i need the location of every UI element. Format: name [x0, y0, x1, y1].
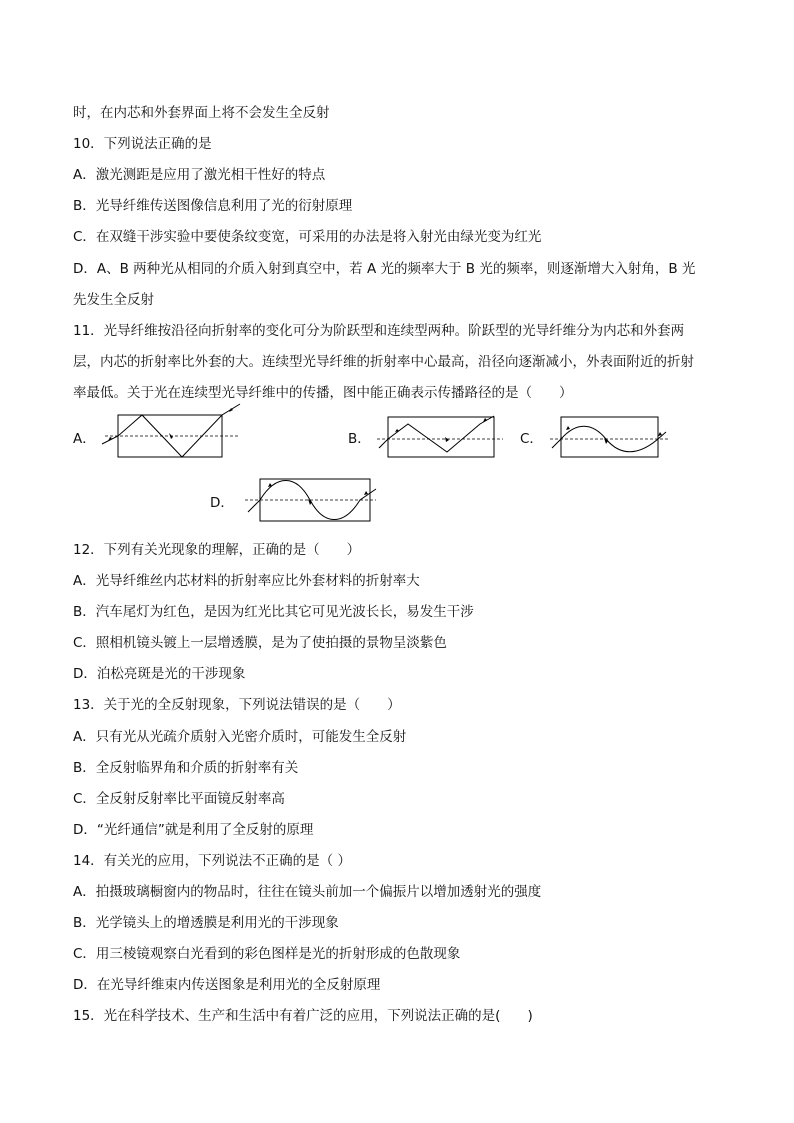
question-15-stem: 15．光在科学技术、生产和生活中有着广泛的应用，下列说法正确的是( ): [73, 1008, 533, 1024]
q12-option-b: B．汽车尾灯为红色，是因为红光比其它可见光波长长，易发生干涉: [73, 604, 474, 620]
q12-option-c: C．照相机镜头镀上一层增透膜，是为了使拍摄的景物呈淡紫色: [73, 635, 447, 651]
question-12-stem: 12．下列有关光现象的理解，正确的是（ ）: [73, 542, 361, 558]
q13-option-b: B．全反射临界角和介质的折射率有关: [73, 760, 299, 776]
question-13-stem: 13．关于光的全反射现象，下列说法错误的是（ ）: [73, 697, 401, 713]
figure-option-b-label: B．: [348, 431, 371, 447]
q13-option-a: A．只有光从光疏介质射入光密介质时，可能发生全反射: [73, 729, 407, 745]
q10-option-b: B．光导纤维传送图像信息利用了光的衍射原理: [73, 198, 353, 214]
figure-option-c-label: C．: [520, 431, 543, 447]
question-10-stem: 10．下列说法正确的是: [73, 136, 212, 152]
question-11-stem-cont2: 率最低。关于光在连续型光导纤维中的传播，图中能正确表示传播路径的是（ ）: [73, 385, 573, 401]
question-11-stem: 11．光导纤维按沿径向折射率的变化可分为阶跃型和连续型两种。阶跃型的光导纤维分为内芯和外套两: [73, 323, 685, 339]
text-line: 时，在内芯和外套界面上将不会发生全反射: [73, 105, 330, 121]
q12-option-a: A．光导纤维丝内芯材料的折射率应比外套材料的折射率大: [73, 573, 420, 589]
q10-option-d: D．A、B 两种光从相同的介质入射到真空中，若 A 光的频率大于 B 光的频率，则逐渐增大入射角，B 光: [73, 261, 696, 277]
q10-option-d-cont: 先发生全反射: [73, 292, 154, 308]
figure-option-c: [548, 414, 673, 464]
q10-option-c: C．在双缝干涉实验中要使条纹变宽，可采用的办法是将入射光由绿光变为红光: [73, 229, 542, 245]
q10-option-a: A．激光测距是应用了激光相干性好的特点: [73, 167, 326, 183]
figure-option-b: [375, 414, 505, 464]
figure-option-a: [100, 410, 250, 466]
q14-option-b: B．光学镜头上的增透膜是利用光的干涉现象: [73, 915, 339, 931]
figure-option-d: [240, 474, 380, 530]
q14-option-d: D．在光导纤维束内传送图象是利用光的全反射原理: [73, 977, 381, 993]
q13-option-d: D．“光纤通信”就是利用了全反射的原理: [73, 822, 314, 838]
question-11-stem-cont: 层，内芯的折射率比外套的大。连续型光导纤维的折射率中心最高，沿径向逐渐减小，外表面附近的折射: [73, 354, 694, 370]
figure-option-a-label: A．: [73, 431, 96, 447]
figure-option-d-label: D．: [210, 495, 234, 511]
q13-option-c: C．全反射反射率比平面镜反射率高: [73, 791, 285, 807]
question-14-stem: 14．有关光的应用，下列说法不正确的是（ ）: [73, 853, 351, 869]
q12-option-d: D．泊松亮斑是光的干涉现象: [73, 666, 246, 682]
q14-option-c: C．用三棱镜观察白光看到的彩色图样是光的折射形成的色散现象: [73, 946, 461, 962]
q14-option-a: A．拍摄玻璃橱窗内的物品时，往往在镜头前加一个偏振片以增加透射光的强度: [73, 884, 542, 900]
